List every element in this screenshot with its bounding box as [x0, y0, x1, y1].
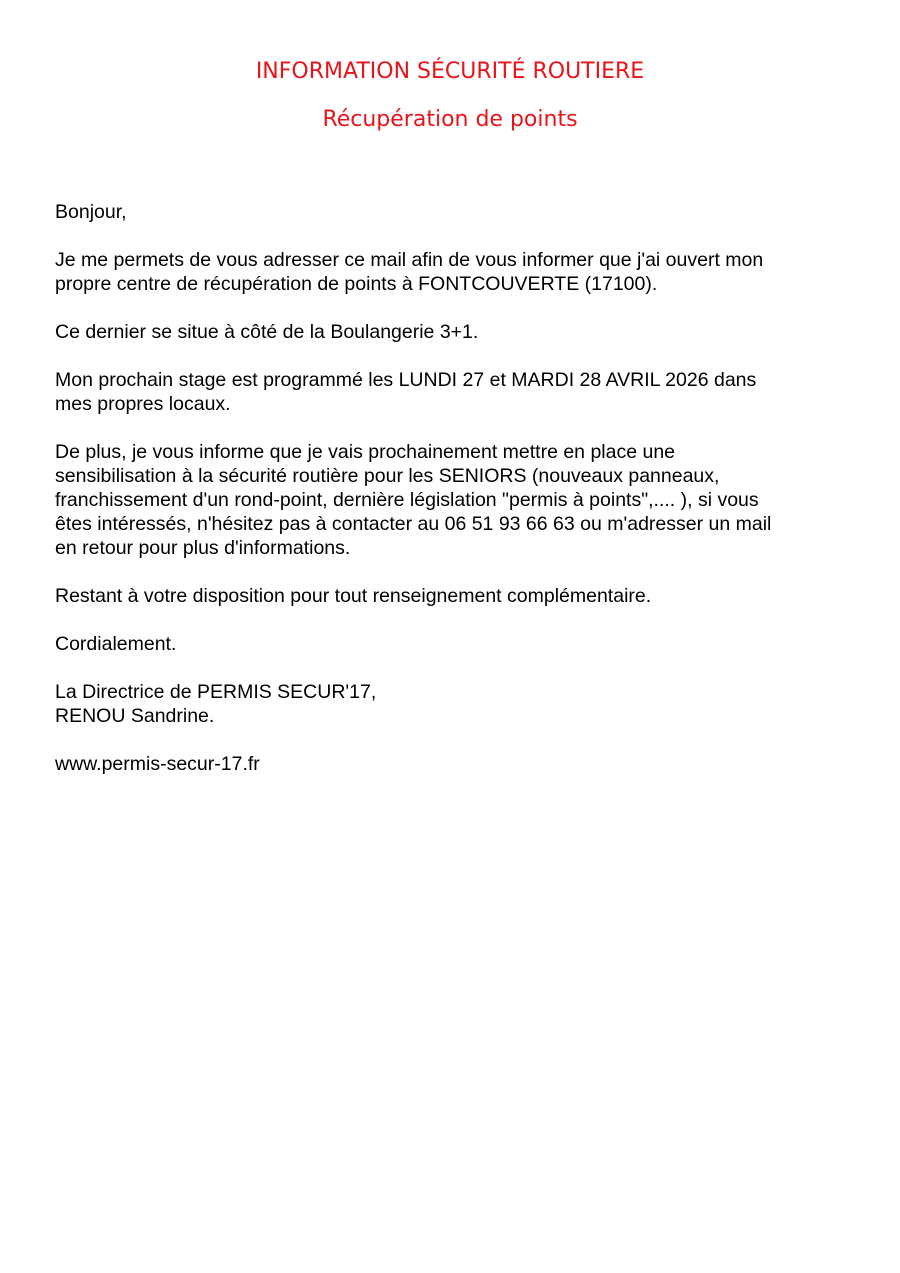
paragraph-next-course: Mon prochain stage est programmé les LUNDI 27 et MARDI 28 AVRIL 2026 dans mes propres locaux. [55, 369, 757, 415]
paragraph-centre-opening: Je me permets de vous adresser ce mail afin de vous informer que j'ai ouvert mon propre centre de récupération de points à FONTCOUVERTE (17100). [55, 249, 764, 295]
page-subtitle: Récupération de points [322, 107, 578, 132]
paragraph-seniors-awareness: De plus, je vous informe que je vais prochainement mettre en place une sensibilisation à la sécurité routière pour les SENIORS (nouveaux panneaux, franchissement d'un rond-point, dernière législation "permis à points",.... ), si vous êtes intéressés, n'hésitez pas à contacter au 06 51 93 66 63 ou m'adresser un mail en retour pour plus d'informations. [55, 441, 772, 559]
letter-body [55, 200, 855, 800]
website-link[interactable]: www.permis-secur-17.fr [55, 753, 260, 775]
signature: La Directrice de PERMIS SECUR'17, RENOU Sandrine. [55, 681, 377, 727]
page-title: INFORMATION SÉCURITÉ ROUTIERE [255, 59, 645, 84]
greeting: Bonjour, [55, 201, 127, 223]
paragraph-location: Ce dernier se situe à côté de la Boulangerie 3+1. [55, 321, 479, 343]
paragraph-availability: Restant à votre disposition pour tout renseignement complémentaire. [55, 585, 652, 607]
closing: Cordialement. [55, 633, 177, 655]
